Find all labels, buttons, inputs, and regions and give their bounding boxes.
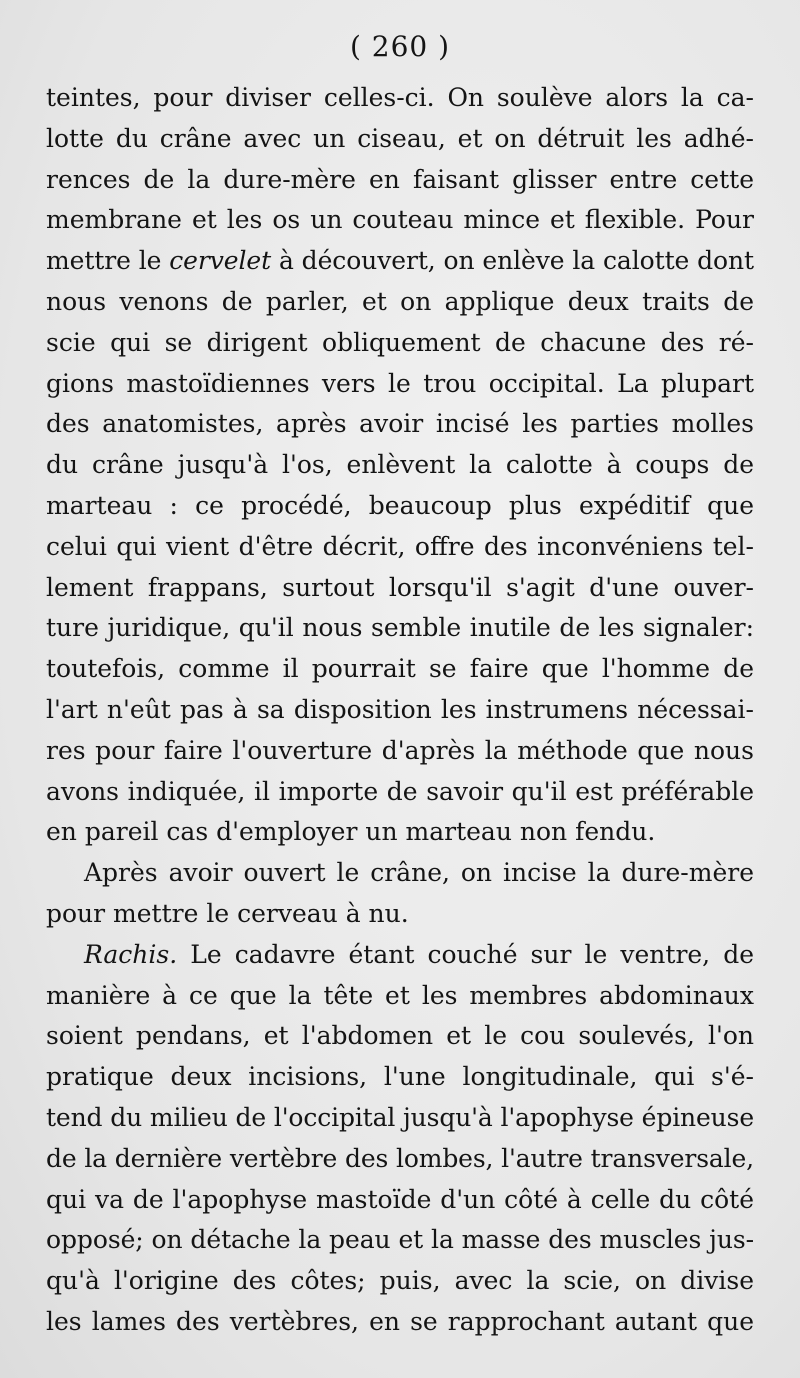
text-block xyxy=(46,78,754,1343)
text-line xyxy=(46,690,754,731)
text-run: lement frappans, surtout lorsqu'il s'agit d'une ouver- xyxy=(46,572,754,602)
italic-term: Rachis. xyxy=(84,939,178,969)
text-run: gions mastoïdiennes vers le trou occipital. La plupart xyxy=(46,368,754,398)
text-run: l'art n'eût pas à sa disposition les instrumens nécessai- xyxy=(46,694,754,724)
text-run: ture juridique, qu'il nous semble inutile de les signaler: xyxy=(46,613,754,643)
text-run: à découvert, on enlève la calotte dont xyxy=(271,246,754,276)
text-run: lotte du crâne avec un ciseau, et on détruit les adhé- xyxy=(46,123,754,153)
text-line xyxy=(46,282,754,323)
text-run: du crâne jusqu'à l'os, enlèvent la calotte à coups de xyxy=(46,450,754,480)
text-line xyxy=(46,1139,754,1180)
text-run: les lames des vertèbres, en se rapprochant autant que xyxy=(46,1306,754,1336)
text-run: soient pendans, et l'abdomen et le cou soulevés, l'on xyxy=(46,1021,754,1051)
text-line xyxy=(46,853,754,894)
text-line xyxy=(46,445,754,486)
text-line xyxy=(46,323,754,364)
text-line xyxy=(46,160,754,201)
text-run: marteau : ce procédé, beaucoup plus expéditif que xyxy=(46,490,754,520)
text-line xyxy=(46,1098,754,1139)
text-line xyxy=(46,649,754,690)
text-run: nous venons de parler, et on applique deux traits de xyxy=(46,286,754,316)
text-line xyxy=(46,364,754,405)
text-line xyxy=(46,1057,754,1098)
text-line xyxy=(46,772,754,813)
text-line xyxy=(46,608,754,649)
text-line xyxy=(46,976,754,1017)
text-run: scie qui se dirigent obliquement de chacune des ré- xyxy=(46,327,754,357)
text-line xyxy=(46,812,754,853)
text-line xyxy=(46,1016,754,1057)
text-run: avons indiquée, il importe de savoir qu'il est préférable xyxy=(46,776,754,806)
text-run: rences de la dure-mère en faisant glisser entre cette xyxy=(46,164,754,194)
text-line xyxy=(46,527,754,568)
text-run: membrane et les os un couteau mince et flexible. Pour xyxy=(46,205,754,235)
text-line xyxy=(46,731,754,772)
text-run: pour mettre le cerveau à nu. xyxy=(46,898,409,928)
text-line xyxy=(46,1261,754,1302)
text-run: celui qui vient d'être décrit, offre des inconvéniens tel- xyxy=(46,531,754,561)
text-run: Après avoir ouvert le crâne, on incise la dure-mère xyxy=(84,858,754,888)
text-run: manière à ce que la tête et les membres abdominaux xyxy=(46,980,754,1010)
text-line xyxy=(46,1302,754,1343)
page-number: ( 260 ) xyxy=(349,30,451,63)
text-run: qui va de l'apophyse mastoïde d'un côté à celle du côté xyxy=(46,1184,754,1214)
text-run: toutefois, comme il pourrait se faire que l'homme de xyxy=(46,654,754,684)
text-line xyxy=(46,200,754,241)
text-line xyxy=(46,119,754,160)
text-line xyxy=(46,1180,754,1221)
text-line xyxy=(46,1220,754,1261)
text-line xyxy=(46,894,754,935)
text-line xyxy=(46,568,754,609)
text-run: des anatomistes, après avoir incisé les parties molles xyxy=(46,409,754,439)
text-run: mettre le xyxy=(46,246,170,276)
text-run: de la dernière vertèbre des lombes, l'autre transversale, xyxy=(46,1143,754,1173)
text-run: qu'à l'origine des côtes; puis, avec la scie, on divise xyxy=(46,1266,754,1296)
text-run: teintes, pour diviser celles-ci. On soulève alors la ca- xyxy=(46,83,754,112)
text-run: res pour faire l'ouverture d'après la méthode que nous xyxy=(46,735,754,765)
text-line xyxy=(46,404,754,445)
text-run: tend du milieu de l'occipital jusqu'à l'apophyse épineuse xyxy=(46,1102,754,1132)
text-run: opposé; on détache la peau et la masse des muscles jus- xyxy=(46,1225,754,1255)
text-run: pratique deux incisions, l'une longitudinale, qui s'é- xyxy=(46,1062,754,1092)
text-line xyxy=(46,78,754,119)
text-run: en pareil cas d'employer un marteau non fendu. xyxy=(46,817,656,847)
text-line xyxy=(46,241,754,282)
text-run: Le cadavre étant couché sur le ventre, de xyxy=(177,939,754,969)
italic-term: cervelet xyxy=(169,246,272,276)
text-line xyxy=(46,486,754,527)
text-line xyxy=(46,935,754,976)
